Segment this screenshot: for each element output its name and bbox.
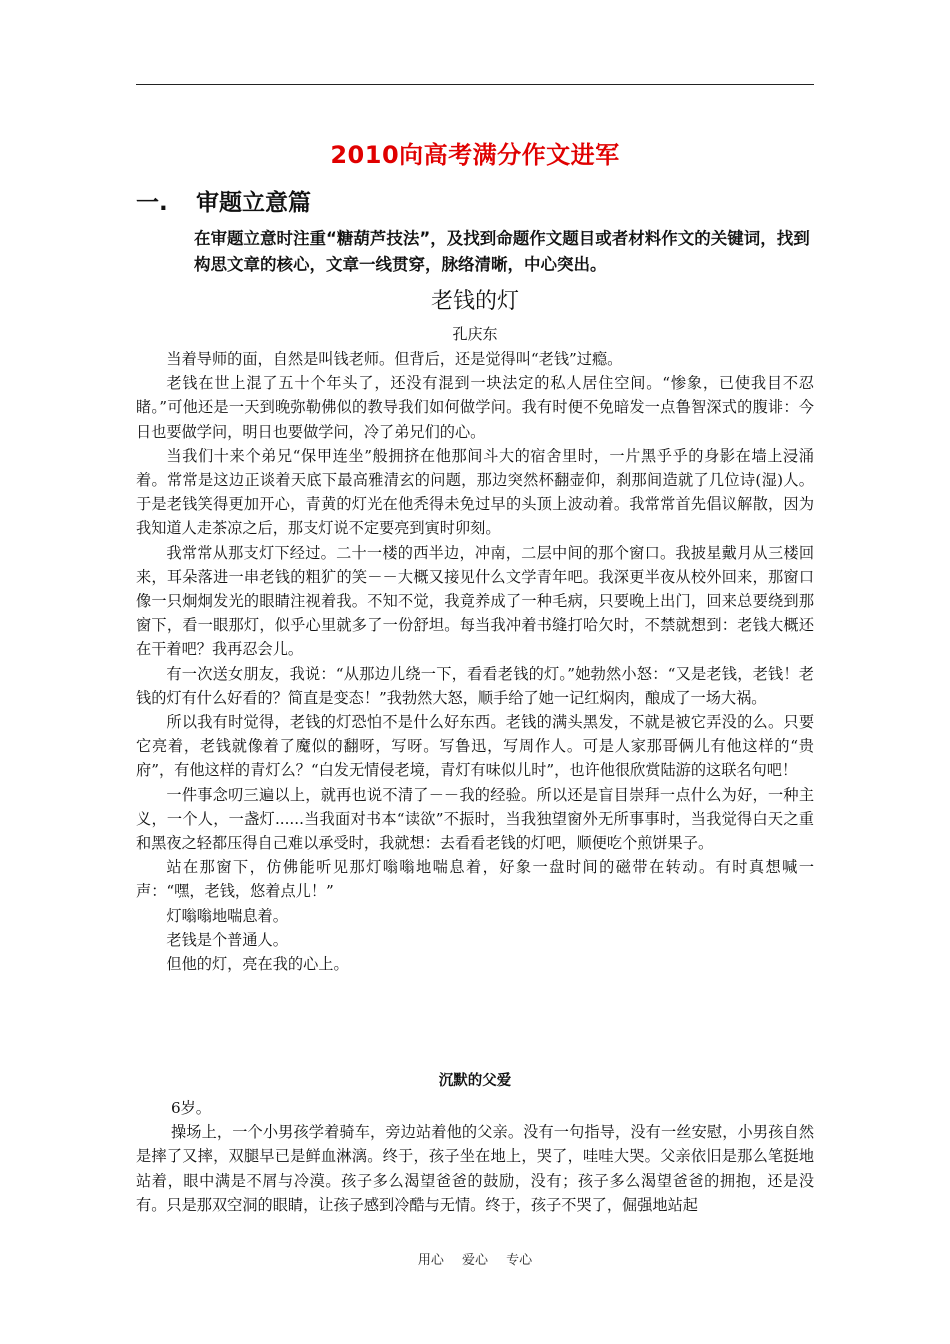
essay-paragraph: 灯嗡嗡地喘息着。 (166, 906, 288, 925)
essay-paragraph: 当我们十来个弟兄“保甲连坐”般拥挤在他那间斗大的宿舍里时，一片黑乎乎的身影在墙上浸涌着。常常是这边正谈着天底下最高雅清玄的问题，那边突然杯翻壶仰，刹那间造就了几位诗(湿)人。于是老钱笑得更加开心，青黄的灯光在他秃得未免过早的头顶上波动着。我常常首先倡议解散，因为我知道人走茶凉之后，那支灯说不定要亮到寅时卯刻。 (136, 446, 814, 538)
essay-paragraph: 有一次送女朋友，我说：“从那边儿绕一下，看看老钱的灯。”她勃然小怒：“又是老钱，老钱！老钱的灯有什么好看的？简直是变态！”我勃然大怒，顺手给了她一记红焖肉，酿成了一场大祸。 (136, 664, 814, 707)
essay-paragraph: 老钱是个普通人。 (166, 930, 288, 949)
header-rule (136, 84, 814, 85)
document-title: 2010向高考满分作文进军 (330, 141, 620, 169)
essay-paragraph: 老钱在世上混了五十个年头了，还没有混到一块法定的私人居住空间。“惨象，已使我目不忍睹。”可他还是一天到晚弥勒佛似的教导我们如何做学问。我有时便不免暗发一点鲁智深式的腹诽：今日也要做学问，明日也要做学问，冷了弟兄们的心。 (136, 374, 814, 441)
essay-paragraph: 所以我有时觉得，老钱的灯恐怕不是什么好东西。老钱的满头黑发，不就是被它弄没的么。只要它亮着，老钱就像着了魔似的翻呀，写呀。写鲁迅，写周作人。可是人家那哥俩儿有他这样的“贵府”，有他这样的青灯么？“白发无情侵老境，青灯有味似儿时”，也许他很欣赏陆游的这联名句吧！ (136, 713, 814, 780)
essay-body (136, 347, 814, 976)
essay2-title: 沉默的父爱 (438, 1073, 512, 1089)
essay-paragraph: 一件事念叨三遍以上，就再也说不清了－－我的经验。所以还是盲目崇拜一点什么为好，一种主义，一个人，一盏灯......当我面对书本“读欲”不振时，当我独望窗外无所事事时，当我觉得白天之重和黑夜之轻都压得自己难以承受时，我就想：去看看老钱的灯吧，顺便吃个煎饼果子。 (136, 785, 814, 853)
essay-author: 孔庆东 (452, 325, 498, 343)
section-number: 一. (136, 190, 168, 216)
essay-paragraph: 站在那窗下，仿佛能听见那灯嗡嗡地喘息着，好象一盘时间的磁带在转动。有时真想喊一声：“嘿，老钱，悠着点儿！” (136, 858, 814, 901)
essay-paragraph: 我常常从那支灯下经过。二十一楼的西半边，冲南，二层中间的那个窗口。我披星戴月从三楼回来，耳朵落进一串老钱的粗犷的笑－－大概又接见什么文学青年吧。我深更半夜从校外回来，那窗口像一只炯炯发光的眼睛注视着我。不知不觉，我竟养成了一种毛病，只要晚上出门，回来总要绕到那窗下，看一眼那灯，似乎心里就多了一份舒坦。每当我冲着书缝打哈欠时，不禁就想到：老钱大概还在干着吧？我再忍会儿。 (136, 543, 814, 659)
intro-text: 在审题立意时注重“糖葫芦技法”，及找到命题作文题目或者材料作文的关键词，找到构思文章的核心，文章一线贯穿，脉络清晰，中心突出。 (194, 229, 810, 274)
essay-paragraph: 但他的灯，亮在我的心上。 (166, 955, 349, 974)
essay-paragraph: 当着导师的面，自然是叫钱老师。但背后，还是觉得叫“老钱”过瘾。 (166, 350, 623, 368)
essay2-body (136, 1096, 814, 1217)
essay2-paragraph: 6岁。 (170, 1099, 211, 1117)
page-footer: 用心 爱心 专心 (417, 1253, 533, 1268)
essay2-paragraph: 操场上，一个小男孩学着骑车，旁边站着他的父亲。没有一句指导，没有一丝安慰，小男孩自然是摔了又摔，双腿早已是鲜血淋漓。终于，孩子坐在地上，哭了，哇哇大哭。父亲依旧是那么笔挺地站着，眼中满是不屑与冷漠。孩子多么渴望爸爸的鼓励，没有；孩子多么渴望爸爸的拥抱，还是没有。只是那双空洞的眼睛，让孩子感到冷酷与无情。终于，孩子不哭了，倔强地站起 (136, 1123, 814, 1214)
section-heading (136, 184, 311, 217)
essay-title: 老钱的灯 (430, 289, 519, 314)
section-title: 审题立意篇 (196, 190, 311, 216)
